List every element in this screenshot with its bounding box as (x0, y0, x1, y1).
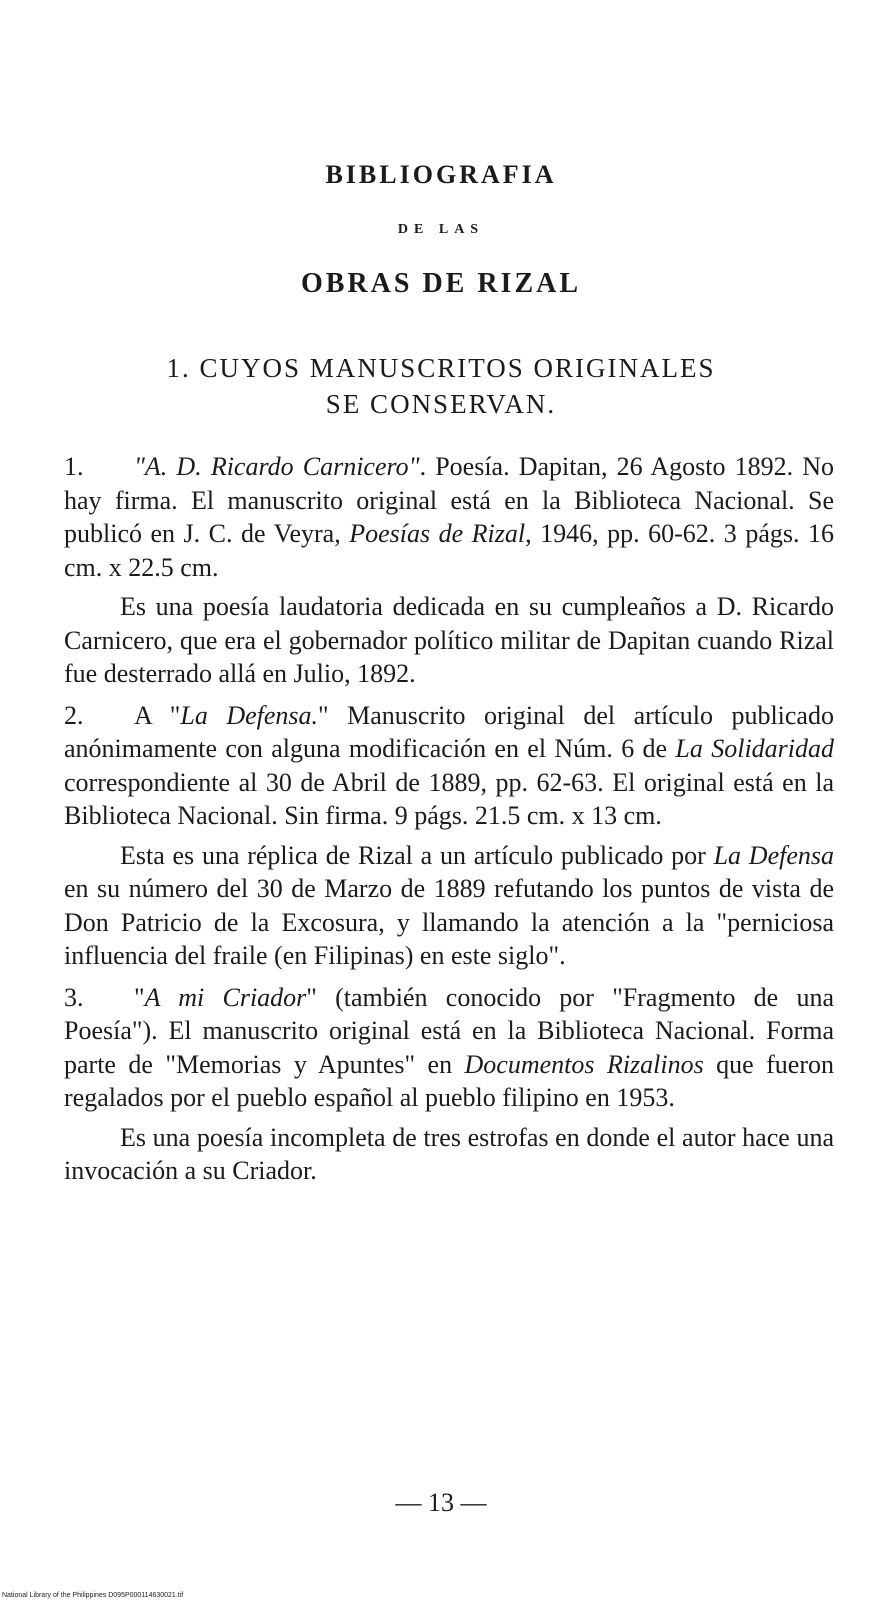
entry-description: . Poesía. Dapitan, 26 Agosto 1892. No hay firma. El manuscrito original está en la Biblioteca Nacional. Se publicó en J. C. de Veyra, (64, 452, 834, 548)
entry-title: "A. D. Ricardo Carnicero" (134, 452, 420, 481)
entry-2 (64, 699, 834, 833)
entry-book-title: Poesías de Rizal (349, 519, 526, 548)
entry-number: 1. (64, 452, 84, 481)
entry-book-title: La Solidaridad (675, 734, 835, 763)
entry-2-note (64, 839, 834, 973)
section-heading-line-1: 1. CUYOS MANUSCRITOS ORIGINALES (166, 353, 716, 383)
section-heading (100, 350, 782, 422)
entry-details: que fueron regalados por el pueblo español al pueblo filipino en 1953. (64, 1049, 834, 1112)
entry-number: 3. (64, 982, 84, 1012)
title-connector: DE LAS (397, 222, 485, 237)
entry-description: " Manuscrito original del artículo publicado anónimamente con alguna modificación en el Núm. 6 de (64, 700, 834, 763)
page-number: — 13 — (395, 1488, 487, 1517)
works-subtitle: OBRAS DE RIZAL (300, 268, 582, 299)
entry-1-note: Es una poesía laudatoria dedicada en su cumpleaños a D. Ricardo Carnicero, que era el gobernador político militar de Dapitan cuando Rizal fue desterrado allá en Julio, 1892. (64, 592, 834, 688)
note-text: Esta es una réplica de Rizal a un artículo publicado por (120, 840, 714, 870)
bibliography-title: BIBLIOGRAFIA (325, 160, 557, 189)
scan-footer: National Library of the Philippines D095P000114630021.tif (2, 1592, 184, 1599)
bibliography-entries (64, 450, 834, 1188)
entry-3 (64, 981, 834, 1115)
entry-prefix: A " (134, 700, 181, 730)
entry-title: La Defensa. (180, 700, 319, 730)
entry-description: " (también conocido por "Fragmento de una Poesía"). El manuscrito original está en la Biblioteca Nacional. Forma parte de "Memorias y Apuntes" en (64, 982, 834, 1079)
entry-details: correspondiente al 30 de Abril de 1889, pp. 62-63. El original está en la Biblioteca Nacional. Sin firma. 9 págs. 21.5 cm. x 13 cm. (64, 767, 834, 830)
entry-title: A mi Criador (144, 982, 307, 1012)
note-text-end: en su número del 30 de Marzo de 1889 refutando los puntos de vista de Don Patricio de la Excosura, y llamando la atención a la "perniciosa influencia del fraile (en Filipinas) en este siglo". (64, 874, 834, 970)
entry-3-note: Es una poesía incompleta de tres estrofas en donde el autor hace una invocación a su Criador. (64, 1122, 834, 1185)
entry-prefix: " (134, 982, 145, 1012)
entry-1 (64, 450, 834, 584)
section-heading-line-2: SE CONSERVAN. (325, 389, 557, 419)
note-book-title: La Defensa (713, 840, 834, 870)
entry-details: , 1946, pp. 60-62. 3 págs. 16 cm. x 22.5 cm. (64, 519, 834, 582)
entry-book-title: Documentos Rizalinos (464, 1049, 704, 1079)
entry-number: 2. (64, 700, 84, 730)
